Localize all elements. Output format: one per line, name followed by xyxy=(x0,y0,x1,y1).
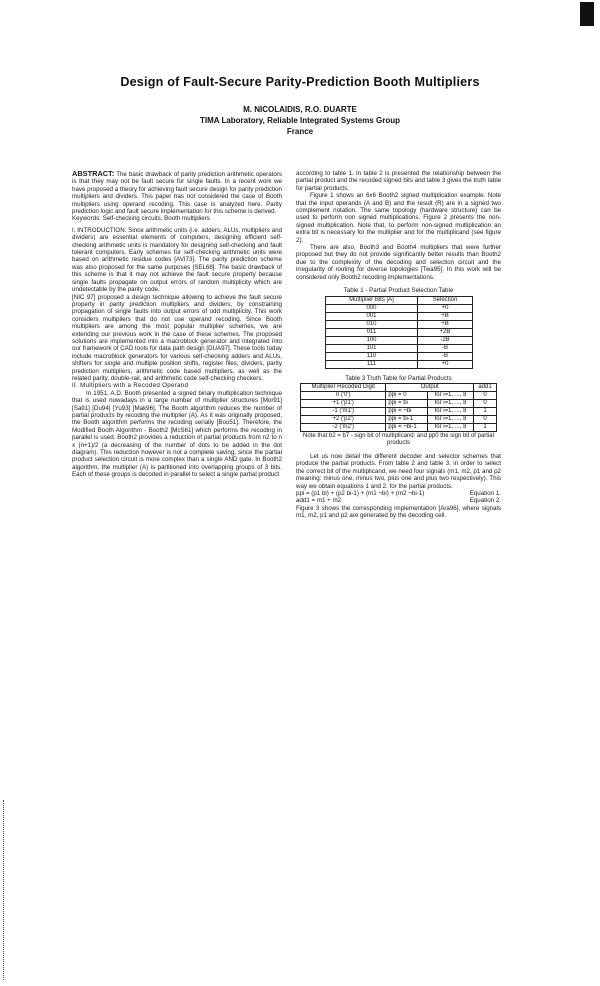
table-cell: +0 xyxy=(418,304,473,312)
table-cell: -B xyxy=(418,344,473,352)
table-row xyxy=(326,352,473,360)
equation-2 xyxy=(296,497,501,504)
table-cell: 100 xyxy=(326,336,418,344)
table-cell: 1 xyxy=(474,423,497,431)
table-row xyxy=(301,407,497,415)
right-paragraph-5: Figure 3 shows the corresponding implementation [Ara96], where signals m1, m2, p1 and p2 are generated by the decoding cell. xyxy=(296,504,501,520)
intro-paragraph-2: [NIC 97] proposed a design technique allowing to achieve the fault secure property in parity prediction multipliers and dividers, by constraining propagation of single faults into output errors of odd multiplicity. This work considers multipliers that do not use operand recoding. Since Booth multipliers are among the most popular multiplier schemes, we are extending our previous work in the case of these schemes. The proposed solutions are implemented into a macroblock generator and integrated into our framework of CAD tools for data path design [DUA97]. These tools today include macroblock generators for various self-checking adders and ALUs, shifters for single and multiple position shifts, register files, dividers, parity prediction multipliers, arithmetic code based multipliers, as well as the related parity, double-rail, and arithmetic code self-checking checkers. xyxy=(72,293,282,382)
table-cell: for i=1, ..., 8 xyxy=(428,399,474,407)
abstract-label: ABSTRACT: xyxy=(72,169,115,178)
table-row xyxy=(301,399,497,407)
table-3-caption: Table 3 Truth Table for Partial Products xyxy=(345,374,452,382)
table-row xyxy=(326,312,473,320)
table-cell: ppi = 0 xyxy=(386,391,428,399)
table-row xyxy=(326,328,473,336)
equation-1-label: Equation 1. xyxy=(469,489,501,497)
table-row xyxy=(326,320,473,328)
table-cell: ppi = bi-1 xyxy=(386,415,428,423)
table-1-header: Multiplier Bits [A] xyxy=(326,296,418,304)
intro-paragraph-1: I. INTRODUCTION: Since arithmetic units (i.e. adders, ALUs, multipliers and dividers) are essential elements of computers, designing efficient self-checking arithmetic units is mandatory for designing self-checking and fault tolerant computers. Early schemes for self-checking arithmetic units were based on arithmetic residue codes [AVI73]. The parity prediction scheme was also proposed for the same purposes [SEL68]. The basic drawback of this scheme is that it may not achieve the fault secure property because single faults propagate on output errors of random multiplicity which are undetectable by the parity code. xyxy=(72,226,282,294)
margin-scan-line xyxy=(3,800,5,980)
left-column xyxy=(72,170,282,479)
author-names: M. NICOLAIDIS, R.O. DUARTE xyxy=(243,105,357,114)
table-cell: +2B xyxy=(418,328,473,336)
right-paragraph-4: Let us now detail the different decoder and selector schemes that produce the partial products. From table 2 and table 3, in order to select the correct bit of the multiplicand, we need four signals (m1, m2, p1 and p2 meaning: minus one, minus two, plus one and plus two respectively). This way we obtain equations 1 and 2. for the partial products. xyxy=(296,452,501,490)
table-cell: 000 xyxy=(326,304,418,312)
table-cell: 001 xyxy=(326,312,418,320)
table-cell: 1 xyxy=(474,407,497,415)
table-cell: for i=1, ..., 8 xyxy=(428,407,474,415)
table-cell: -1 ('m1') xyxy=(301,407,386,415)
table-cell: 0 xyxy=(474,391,497,399)
table-cell: 111 xyxy=(326,360,418,368)
abstract-paragraph xyxy=(72,170,282,215)
table-3 xyxy=(300,383,497,432)
equation-1-formula: ppi = (p1 bi) + (p2 bi-1) + (m1 ¬bi) + (m2 ¬bi-1) xyxy=(296,489,425,497)
right-paragraph-1: according to table 1. In table 2 is presented the relationship between the partial product and the recoded signed bits and table 3 gives the truth table for partial products. xyxy=(296,170,502,192)
table-cell: for i=1, ..., 8 xyxy=(428,423,474,431)
paper-title: Design of Fault-Secure Parity-Prediction Booth Multipliers xyxy=(120,75,480,89)
table-1-caption: Table 1 - Partial Product Selection Table xyxy=(343,287,454,295)
table-3-header: Multiplier Recoded Digit xyxy=(301,383,386,391)
equation-2-formula: add1 = m1 + m2 xyxy=(296,497,342,505)
author-block xyxy=(0,104,600,137)
table-cell: 101 xyxy=(326,344,418,352)
table-cell: +B xyxy=(418,312,473,320)
table-3-header: Output xyxy=(386,383,474,391)
table-3-header: add1 xyxy=(474,383,497,391)
right-paragraph-3: There are also, Booth3 and Booth4 multipliers that were further proposed but they do not provide significantly better results than Booth2 due to the complexity of the decoding and selection circuit and the irregularity of routing for diverse topologies [Twa95]. In this work will be considered only Booth2 recoding implementations. xyxy=(296,244,501,281)
table-3-note: Note that b2 = b7 - sign bit of multiplicand; and pp0 the sign bit of partial products xyxy=(303,432,494,446)
table-cell: 010 xyxy=(326,320,418,328)
table-cell: -2B xyxy=(418,336,473,344)
country: France xyxy=(286,127,314,136)
table-row xyxy=(301,415,497,423)
right-paragraph-2: Figure 1 shows an 6x6 Booth2 signed multiplication example. Note that the input operands (A and B) and the result (R) are in a signed two complement notation. The same topology (hardware structure) can be used to perform non signed multiplications. Figure 2 presents the non-signed multiplication. Note that, to perform non-signed multiplication an extra bit is necessary for the multiplier and for the multiplicand (see figure 2). xyxy=(296,192,501,244)
table-cell: ppi = ¬bi xyxy=(386,407,428,415)
equation-1 xyxy=(296,490,501,497)
table-cell: ppi = ¬bi-1 xyxy=(386,423,428,431)
table-cell: +1 ('p1') xyxy=(301,399,386,407)
table-cell: 0 ('0') xyxy=(301,391,386,399)
table-cell: -2 ('m2') xyxy=(301,423,386,431)
table-cell: ppi = bi xyxy=(386,399,428,407)
table-row xyxy=(326,360,473,368)
table-cell: for i=1, ..., 8 xyxy=(428,391,474,399)
table-cell: +2 ('p2') xyxy=(301,415,386,423)
section-2-heading: II. Multipliers with a Recoded Operand xyxy=(72,382,189,390)
right-column xyxy=(296,170,501,520)
abstract-text: The basic drawback of parity prediction arithmetic operators is that they may not be fault secure for single faults. In a recent work we have proposed a theory for achieving fault secure design for parity prediction multipliers and dividers. This paper has not considered the case of Booth multipliers using operand recoding. This case is analyzed here. Parity prediction logic and fault secure implementation for this scheme is derived. xyxy=(72,171,282,216)
affiliation: TIMA Laboratory, Reliable Integrated Systems Group xyxy=(199,116,401,125)
table-row xyxy=(301,423,497,431)
table-1 xyxy=(325,296,473,369)
table-cell: +0 xyxy=(418,360,473,368)
table-row xyxy=(326,304,473,312)
table-cell: -B xyxy=(418,352,473,360)
keywords: Keywords: Self-checking circuits, Booth multipliers xyxy=(72,215,210,223)
corner-page-marker xyxy=(580,2,594,26)
section-2-paragraph: In 1951, A.D. Booth presented a signed binary multiplication technique that is used nowadays in a large number of multiplier structures [Mor91] [Sa91] [Du94] [Yu93] [Mak96]. The Booth algorithm reduces the number of partial products by recoding the multiplier (A). As it was originally proposed, the Booth algorithm performs the recoding serially [Boo51]. Therefore, the Modified Booth Algorithm - Booth2 [McS61] which performs the recoding in parallel is used. Booth2 provides a reduction of partial products from n2 to n x (n+1)/2 (a decreasing of the number of dots to be added in the dot diagram). This reduction however is not a complete saving, since the partial product selection circuit is more complex than a single AND gate. In Booth2 algorithm, the multiplier (A) is partitioned into overlapping groups of 3 bits. Each of these groups is decoded in parallel to select a single partial product xyxy=(72,389,282,479)
table-row xyxy=(301,391,497,399)
table-row xyxy=(326,344,473,352)
table-cell: 110 xyxy=(326,352,418,360)
table-cell: +B xyxy=(418,320,473,328)
table-cell: 0 xyxy=(474,399,497,407)
table-cell: 0 xyxy=(474,415,497,423)
table-row xyxy=(326,336,473,344)
table-cell: 011 xyxy=(326,328,418,336)
table-1-header: Selection xyxy=(418,296,473,304)
table-cell: for i=1, ..., 8 xyxy=(428,415,474,423)
equation-2-label: Equation 2. xyxy=(469,497,501,505)
